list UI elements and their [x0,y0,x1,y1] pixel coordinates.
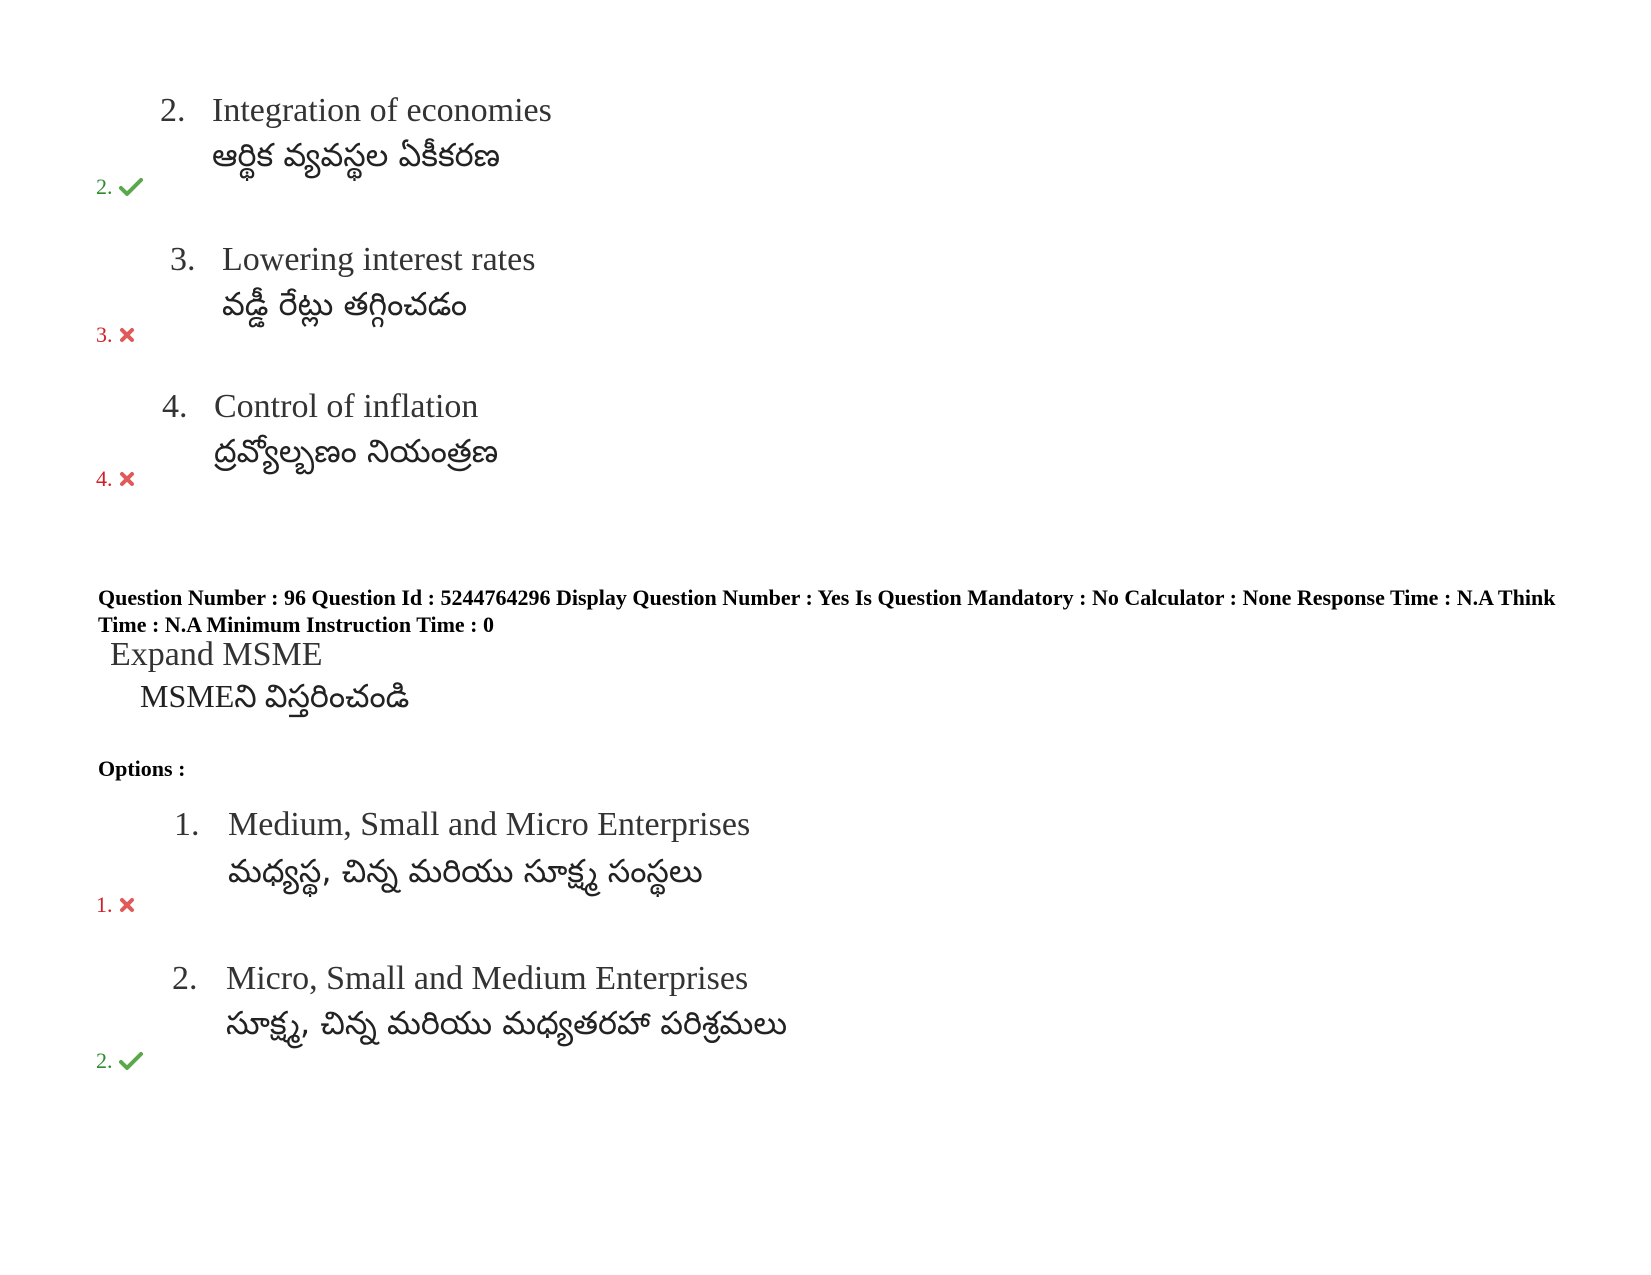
answer-marker [96,174,143,200]
option-telugu-text: సూక్ష్మ, చిన్న మరియు మధ్యతరహా పరిశ్రమలు [226,1004,788,1042]
option-english-text: Lowering interest rates [222,241,536,278]
cross-icon [119,327,135,343]
question-text-english: Expand MSME [110,636,323,673]
option-telugu-text: ఆర్థిక వ్యవస్థల ఏకీకరణ [212,136,501,174]
check-icon [119,177,143,197]
answer-marker [96,1048,143,1074]
marker-label: 3. [96,322,113,347]
option-number: 1. [174,806,200,843]
marker-label: 1. [96,892,113,917]
marker-label: 2. [96,1048,113,1073]
question-info: Question Number : 96 Question Id : 5244764296 Display Question Number : Yes Is Question Mandatory : No Calculator : None Response Time : N.A Think Time : N.A Minimum Instruction Time : 0 [98,585,1556,637]
option-number: 2. [172,960,198,997]
option-english-text: Integration of economies [212,92,552,129]
cross-icon [119,897,135,913]
answer-marker [96,466,135,492]
question-text-telugu: MSMEని విస్తరించండి [140,678,410,714]
answer-marker [96,892,135,918]
option-telugu-text: మధ్యస్థ, చిన్న మరియు సూక్ష్మ సంస్థలు [228,852,703,890]
option-english-text: Control of inflation [214,388,479,425]
answer-marker [96,322,135,348]
option-number: 2. [160,92,186,129]
marker-label: 2. [96,174,113,199]
option-telugu-text: ద్రవ్యోల్బణం నియంత్రణ [214,432,499,470]
option-telugu-text: వడ్డీ రేట్లు తగ్గించడం [222,285,468,323]
options-label: Options : [98,756,186,781]
option-english-text: Medium, Small and Micro Enterprises [228,806,751,843]
marker-label: 4. [96,466,113,491]
option-number: 4. [162,388,188,425]
option-english-text: Micro, Small and Medium Enterprises [226,960,749,997]
option-number: 3. [170,241,196,278]
check-icon [119,1051,143,1071]
cross-icon [119,471,135,487]
